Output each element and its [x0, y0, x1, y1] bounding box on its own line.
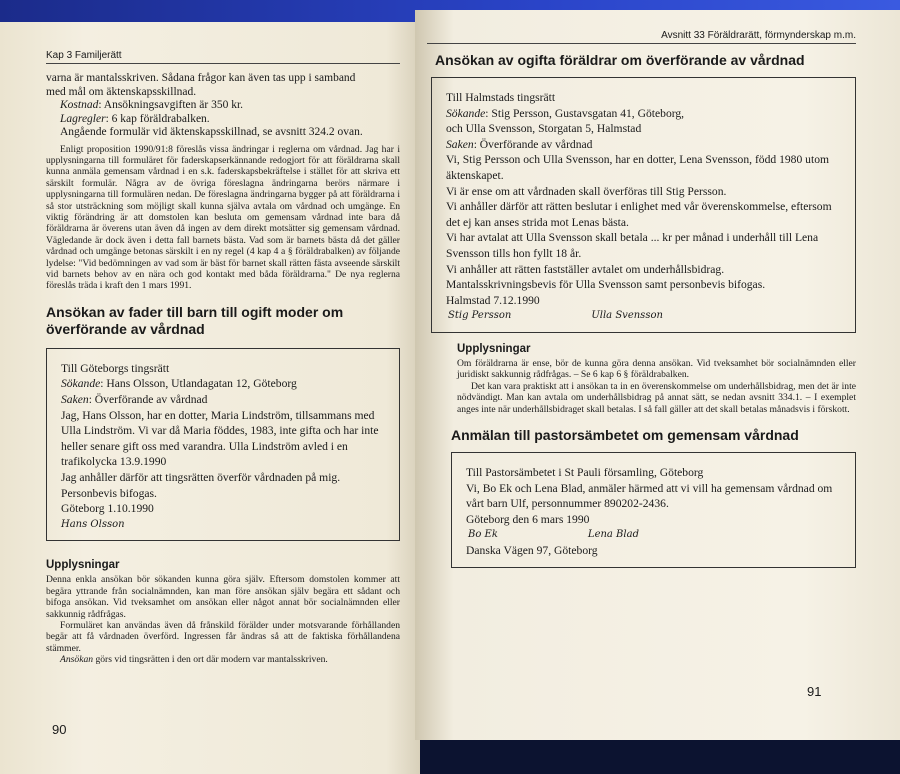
ansokan-label: Ansökan: [60, 654, 94, 666]
left-running-header: Kap 3 Familjerätt: [46, 50, 400, 64]
left-box-saken: [61, 392, 385, 408]
left-box-date: Göteborg 1.10.1990: [61, 502, 154, 516]
signature-bo: Bo Ek: [468, 529, 498, 541]
sokande-text: : Hans Olsson, Utlandagatan 12, Göteborg: [100, 377, 297, 391]
lagregler-text: : 6 kap föräldrabalken.: [105, 112, 210, 125]
right-box2-address: Danska Vägen 97, Göteborg: [466, 543, 598, 557]
kostnad-line: [46, 99, 400, 113]
right-box1-date: Halmstad 7.12.1990: [446, 293, 540, 307]
sokande-label-2: Sökande: [446, 106, 486, 120]
kostnad-label: Kostnad: [60, 99, 99, 111]
right-section-heading-2: Anmälan till pastorsämbetet om gemensam vårdnad: [451, 426, 799, 443]
right-upplysningar-heading: Upplysningar: [457, 342, 531, 355]
intro-line-1: varna är mantalsskriven. Sådana frågor kan även tas upp i samband: [46, 72, 356, 84]
left-page: [0, 22, 420, 774]
saken-label: Saken: [61, 392, 89, 406]
intro-line-2: med mål om äktenskapsskillnad.: [46, 85, 197, 98]
left-box-signature: Hans Olsson: [61, 518, 125, 530]
signature-ulla: Ulla Svensson: [591, 310, 663, 322]
saken-label-2: Saken: [446, 137, 474, 151]
right-form-box-1: [431, 77, 856, 333]
proposition-paragraph: Enligt proposition 1990/91:8 föreslås vissa ändringar i reglerna om vårdnad. Jag har i upplysningarna till formuläret för faderskapserkännande redogjort för att föräldrarna skall kunna anmäla gemensam vårdnad i en s.k. faderskapsbekräftelse i stället för att skriva ett särskilt formulär. Några av de övriga föreslagna ändringarna berörs närmare i upplysningarna till formulären nedan. De föreslagna ändringarna bygger på att föräldrarna i så stor utsträckning som möjligt skall kunna själva avtala om vårdnad och umgänge. En viktig förändring är att domstolen kan besluta om gemensam vårdnad inte bara då föräldrarna är överens utan även då ingen av dem direkt motsätter sig gemensam vårdnad. Vägledande är dock även i detta fall barnets bästa. Vad som är barnets bästa då det gäller vårdnad och umgänge betonas särskilt i en ny regel (4 kap 4 a § föräldrabalken) av följande lydelse: "Vid bedömningen av vad som är bäst för barnet skall rätten fästa avseende särskilt vid barnets behov av en nära och god kontakt med båda föräldrarna." De nya reglerna föreslås träda i kraft den 1 mars 1991.: [46, 143, 400, 292]
right-upp-paragraph-2: Det kan vara praktiskt att i ansökan ta in en överenskommelse om underhållsbidrag, men det är inte nödvändigt. Man kan avtala om underhållsbidrag på annat sätt, se nedan avsnitt 334.1. – I exemplet anges inte när underhållsbidraget skall betalas. I så fall gäller att det skall betalas månadsvis i förskott.: [457, 380, 856, 415]
lagregler-label: Lagregler: [60, 112, 106, 125]
right-page: [415, 10, 900, 740]
left-upp-paragraph-2: Formuläret kan användas även då frånskild förälder under motsvarande förhållanden begär att få vårdnaden överförd. Ingressen får ändras så att de faktiska förhållandena stämmer.: [46, 619, 400, 654]
right-box2-recipient: Till Pastorsämbetet i St Pauli församling, Göteborg: [466, 465, 704, 479]
left-box-body-2: Jag anhåller därför att tingsrätten överför vårdnaden på mig.: [61, 470, 341, 484]
right-page-number: 91: [807, 684, 822, 699]
saken-text-2: : Överförande av vårdnad: [473, 137, 593, 151]
right-section-heading-1: Ansökan av ogifta föräldrar om överförande av vårdnad: [435, 52, 805, 68]
angaende-line: Angående formulär vid äktenskapsskillnad, se avsnitt 324.2 ovan.: [60, 126, 363, 138]
right-box1-sokande: [446, 106, 841, 122]
left-upp-paragraph-3: [46, 654, 400, 665]
signature-stig: Stig Persson: [448, 310, 512, 322]
left-form-box: [46, 348, 400, 542]
right-box2-date: Göteborg den 6 mars 1990: [466, 512, 590, 526]
right-box2-signatures: [466, 527, 841, 543]
left-box-recipient: Till Göteborgs tingsrätt: [61, 361, 170, 375]
left-section-heading: Ansökan av fader till barn till ogift moder om överförande av vårdnad: [46, 303, 344, 337]
right-box1-body-3: Vi anhåller därför att rätten beslutar i enlighet med vår överenskommelse, eftersom det ej kan anses strida mot Lenas bästa.: [446, 200, 832, 229]
right-upplysningar-block: [427, 358, 856, 415]
right-box1-body-2: Vi är ense om att vårdnaden skall överföras till Stig Persson.: [446, 184, 727, 198]
right-box1-saken: [446, 137, 841, 153]
left-upp-paragraph-1: Denna enkla ansökan bör sökanden kunna göra själv. Eftersom domstolen kommer att begära yttrande från socialnämnden, kan man före ansökan själv begära ett sådant och bifoga ansökan. Vid tveksamhet om ansökan eller något annat bör socialnämnden eller sakkunnig rådfrågas.: [46, 574, 400, 620]
saken-text: : Överförande av vårdnad: [88, 392, 208, 406]
left-box-sokande: [61, 376, 385, 392]
right-box1-body-4: Vi har avtalat att Ulla Svensson skall betala ... kr per månad i underhåll till Lena Svensson tills hon fyllt 18 år.: [446, 231, 819, 260]
right-box1-line3: och Ulla Svensson, Storgatan 5, Halmstad: [446, 122, 642, 136]
right-running-header: Avsnitt 33 Föräldrarätt, förmynderskap m.m.: [427, 30, 856, 44]
kostnad-text: : Ansökningsavgiften är 350 kr.: [98, 99, 244, 111]
left-box-body: Jag, Hans Olsson, har en dotter, Maria Lindström, tillsammans med Ulla Lindström. Vi var då Maria föddes, 1983, inte gifta och har inte heller senare gift oss med varandra. Ulla Lindström avled i en trafikolycka 13.9.1990: [61, 408, 379, 469]
left-page-number: 90: [52, 722, 67, 737]
sokande-label: Sökande: [61, 377, 101, 391]
right-box1-body: Vi, Stig Persson och Ulla Svensson, har en dotter, Lena Svensson, född 1980 utom äktenskapet.: [446, 153, 830, 182]
right-box2-body: Vi, Bo Ek och Lena Blad, anmäler härmed att vi vill ha gemensam vårdnad om vårt barn Ulf, personnummer 890202-2436.: [466, 481, 833, 511]
left-box-body-3: Personbevis bifogas.: [61, 486, 157, 500]
right-box1-recipient: Till Halmstads tingsrätt: [446, 91, 556, 104]
ansokan-text: görs vid tingsrätten i den ort där modern var mantalsskriven.: [93, 654, 328, 666]
right-box1-body-6: Mantalsskrivningsbevis för Ulla Svensson samt personbevis bifogas.: [446, 278, 766, 292]
right-form-box-2: [451, 452, 856, 568]
left-upplysningar-heading: Upplysningar: [46, 559, 120, 572]
right-box1-body-5: Vi anhåller att rätten fastställer avtalet om underhållsbidrag.: [446, 262, 725, 276]
signature-lena: Lena Blad: [587, 529, 639, 541]
right-box1-signatures: [446, 308, 841, 324]
lagregler-line: [46, 113, 400, 127]
right-upp-paragraph-1: Om föräldrarna är ense, bör de kunna göra denna ansökan. Vid tveksamhet bör socialnämnden eller juridiskt sakkunnig rådfrågas. – Se 6 kap 6 § föräldrabalken.: [457, 357, 856, 381]
sokande-text-2: : Stig Persson, Gustavsgatan 41, Göteborg,: [485, 106, 685, 120]
